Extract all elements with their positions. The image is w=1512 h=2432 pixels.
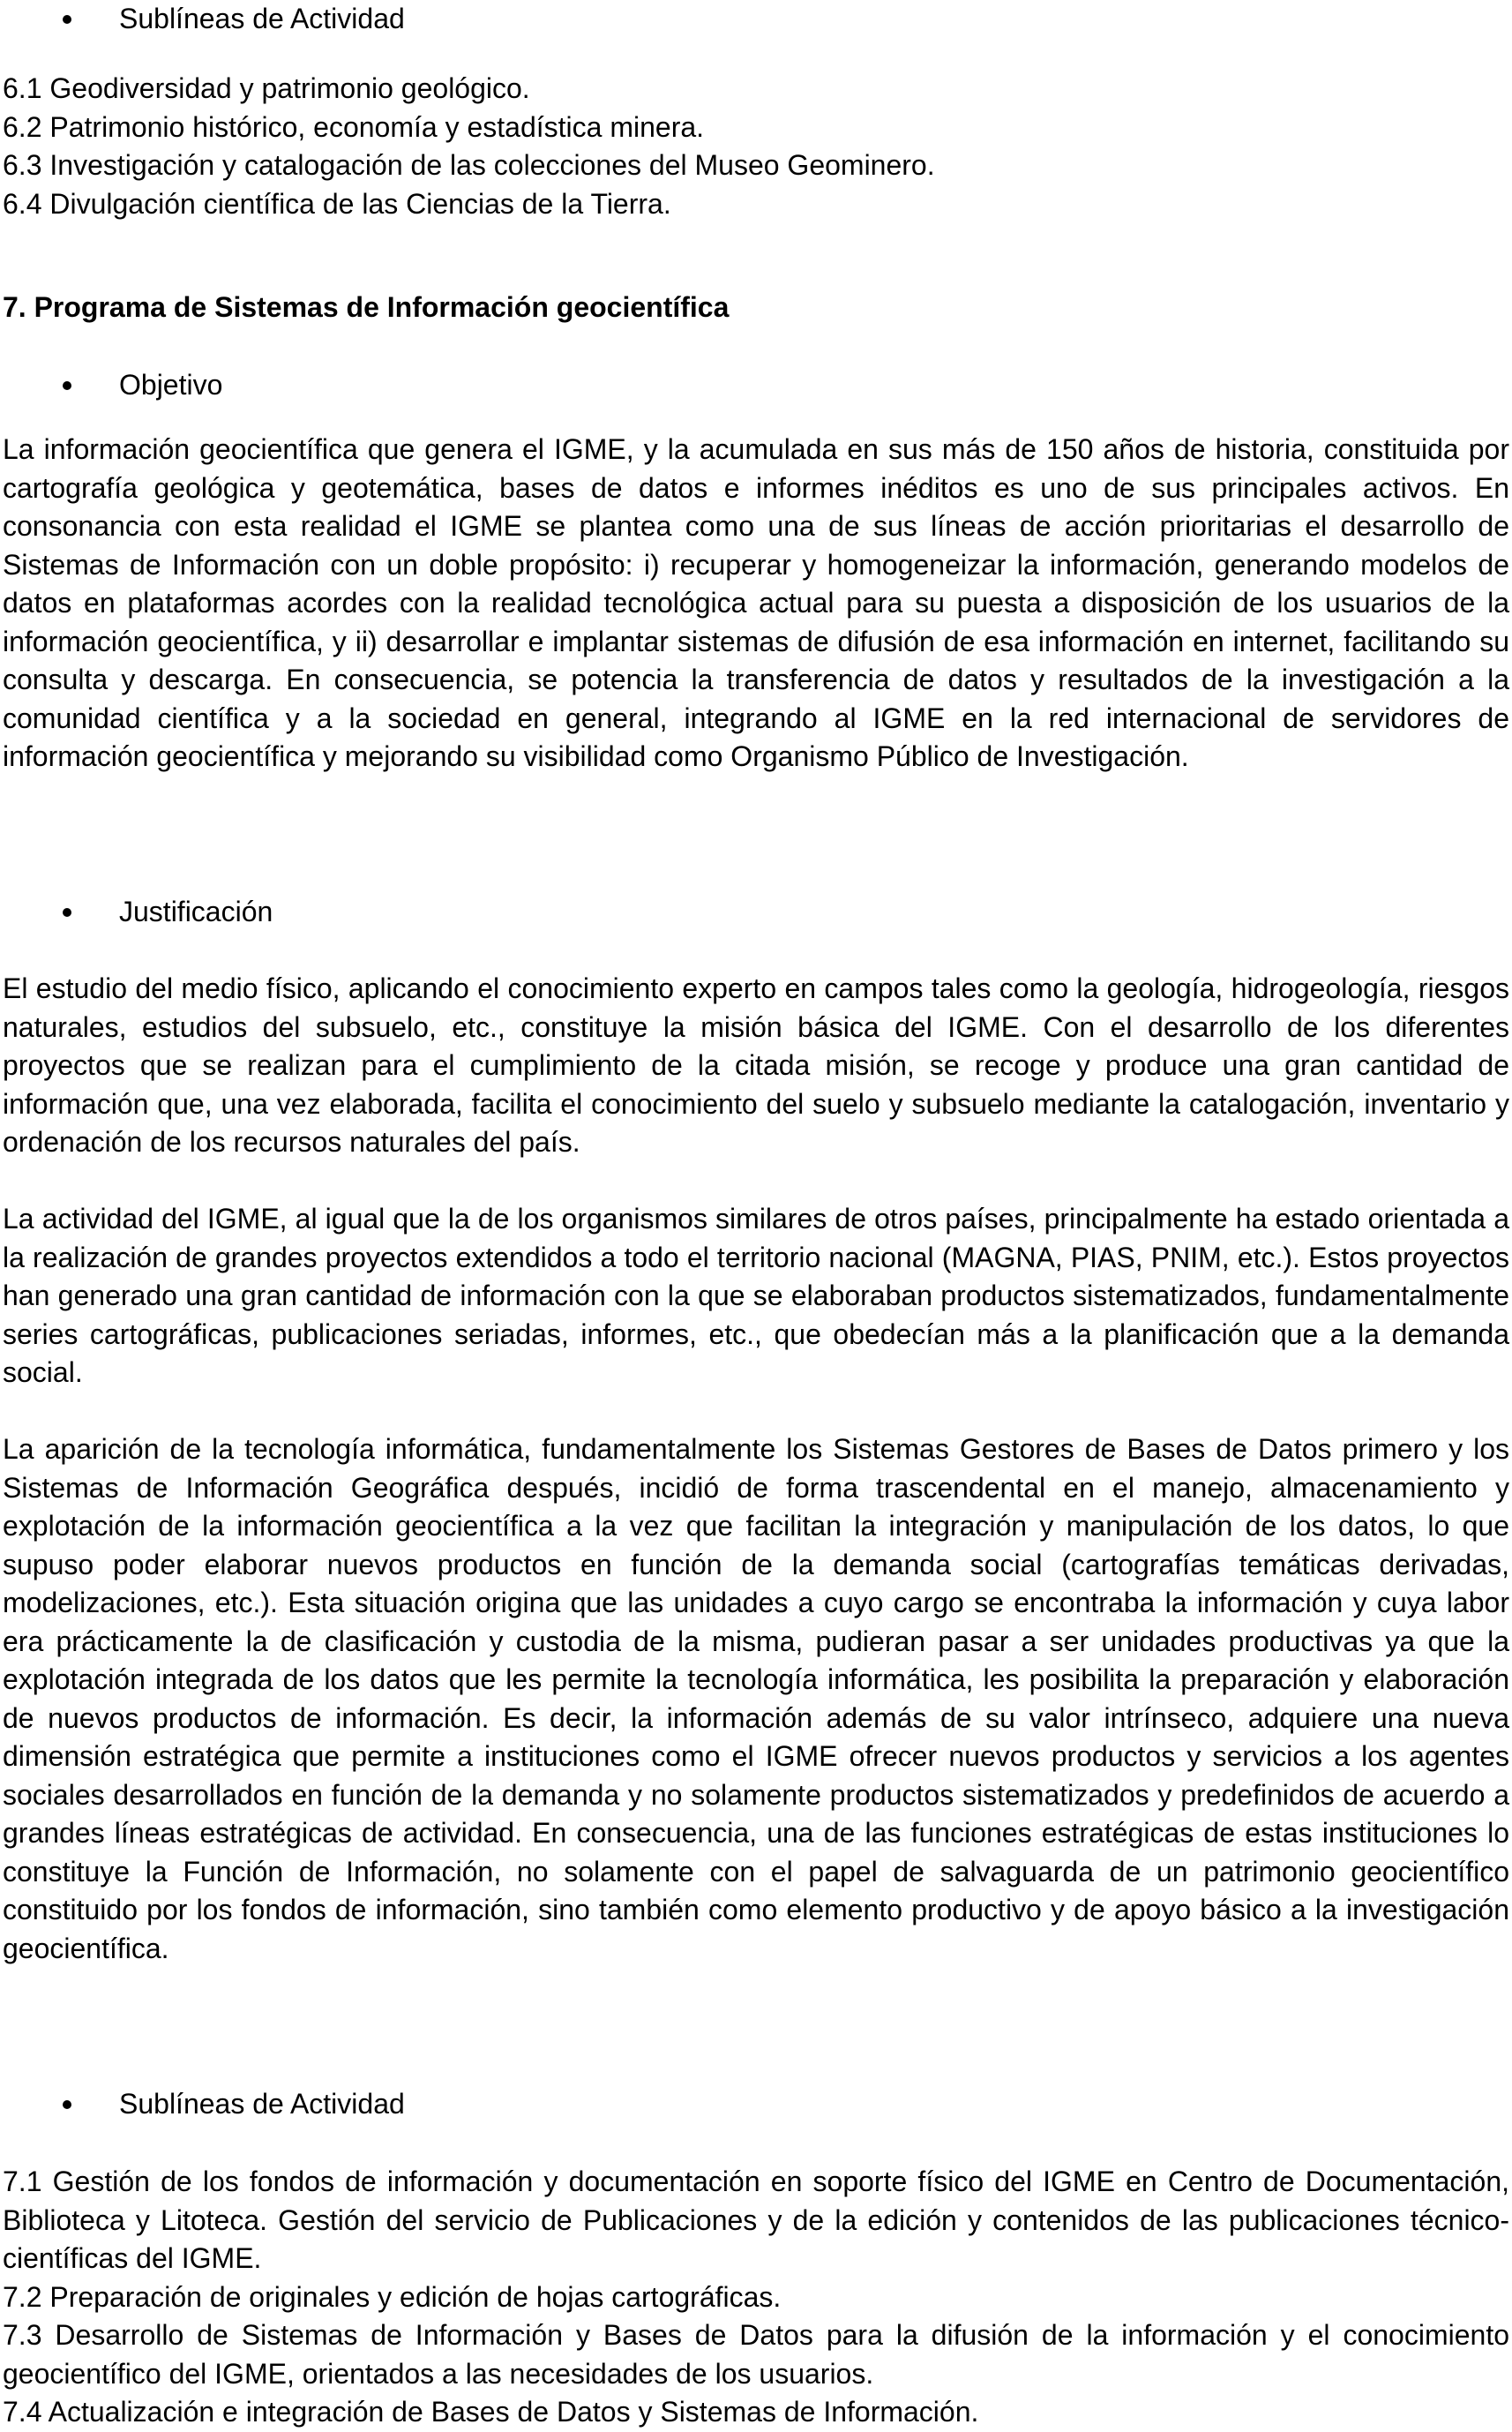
bullet-icon <box>63 2100 71 2109</box>
bullet-label: Sublíneas de Actividad <box>119 3 405 34</box>
bullet-objetivo <box>3 366 1509 405</box>
list-item: 6.3 Investigación y catalogación de las colecciones del Museo Geominero. <box>3 149 935 181</box>
list-item: 7.4 Actualización e integración de Bases de Datos y Sistemas de Información. <box>3 2396 979 2428</box>
list-item: 6.4 Divulgación científica de las Ciencias de la Tierra. <box>3 187 671 220</box>
bullet-label: Objetivo <box>119 369 223 401</box>
justificacion-paragraph: La actividad del IGME, al igual que la de los organismos similares de otros países, principalmente ha estado orientada a la realización de grandes proyectos extendidos a todo el territorio nacional (MAGNA, PIAS, PNIM, etc.). Estos proyectos han generado una gran cantidad de información con la que se elaboraban productos sistematizados, fundamentalmente series cartográficas, publicaciones seriadas, informes, etc., que obedecían más a la planificación que a la demanda social. <box>3 1203 1509 1388</box>
list-item: 6.2 Patrimonio histórico, economía y estadística minera. <box>3 110 705 143</box>
bullet-sublineas-7 <box>3 2085 1509 2124</box>
bullet-icon <box>63 381 71 390</box>
bullet-icon <box>63 15 71 24</box>
bullet-sublineas-6 <box>3 0 1509 39</box>
bullet-icon <box>63 908 71 917</box>
list-item: 7.1 Gestión de los fondos de información y documentación en soporte físico del IGME en Centro de Documentación, Biblioteca y Litoteca. Gestión del servicio de Publicaciones y de la edición y contenidos de las publicaciones técnico-científicas del IGME. <box>3 2166 1509 2274</box>
bullet-label: Justificación <box>119 896 273 927</box>
list-item: 7.3 Desarrollo de Sistemas de Información y Bases de Datos para la difusión de la información y el conocimiento geocientífico del IGME, orientados a las necesidades de los usuarios. <box>3 2319 1509 2390</box>
list-item: 7.2 Preparación de originales y edición de hojas cartográficas. <box>3 2280 782 2313</box>
bullet-justificacion <box>3 893 1509 932</box>
section-heading: 7. Programa de Sistemas de Información geocientífica <box>3 291 730 323</box>
sublineas-list-7 <box>3 2163 1509 2432</box>
justificacion-paragraph: El estudio del medio físico, aplicando el conocimiento experto en campos tales como la geología, hidrogeología, riesgos naturales, estudios del subsuelo, etc., constituye la misión básica del IGME. Con el desarrollo de los diferentes proyectos que se realizan para el cumplimiento de la citada misión, se recoge y produce una gran cantidad de información que, una vez elaborada, facilita el conocimiento del suelo y subsuelo mediante la catalogación, inventario y ordenación de los recursos naturales del país. <box>3 972 1509 1158</box>
sublineas-list-6 <box>3 70 1509 223</box>
objetivo-paragraph: La información geocientífica que genera el IGME, y la acumulada en sus más de 150 años de historia, constituida por cartografía geológica y geotemática, bases de datos e informes inéditos es uno de sus principales activos. En consonancia con esta realidad el IGME se plantea como una de sus líneas de acción prioritarias el desarrollo de Sistemas de Información con un doble propósito: i) recuperar y homogeneizar la información, generando modelos de datos en plataformas acordes con la realidad tecnológica actual para su puesta a disposición de los usuarios de la información geocientífica, y ii) desarrollar e implantar sistemas de difusión de esa información en internet, facilitando su consulta y descarga. En consecuencia, se potencia la transferencia de datos y resultados de la investigación a la comunidad científica y a la sociedad en general, integrando al IGME en la red internacional de servidores de información geocientífica y mejorando su visibilidad como Organismo Público de Investigación. <box>3 433 1509 772</box>
bullet-label: Sublíneas de Actividad <box>119 2088 405 2120</box>
list-item: 6.1 Geodiversidad y patrimonio geológico. <box>3 72 530 104</box>
justificacion-paragraph: La aparición de la tecnología informática, fundamentalmente los Sistemas Gestores de Bases de Datos primero y los Sistemas de Información Geográfica después, incidió de forma trascendental en el manejo, almacenamiento y explotación de la información geocientífica a la vez que facilitan la integración y manipulación de los datos, lo que supuso poder elaborar nuevos productos en función de la demanda social (cartografías temáticas derivadas, modelizaciones, etc.). Esta situación origina que las unidades a cuyo cargo se encontraba la información y cuya labor era prácticamente la de clasificación y custodia de la misma, pudieran pasar a ser unidades productivas ya que la explotación integrada de los datos que les permite la tecnología informática, les posibilita la preparación y elaboración de nuevos productos de información. Es decir, la información además de su valor intrínseco, adquiere una nueva dimensión estratégica que permite a instituciones como el IGME ofrecer nuevos productos y servicios a los agentes sociales desarrollados en función de la demanda y no solamente productos sistematizados y predefinidos de acuerdo a grandes líneas estratégicas de actividad. En consecuencia, una de las funciones estratégicas de estas instituciones lo constituye la Función de Información, no solamente con el papel de salvaguarda de un patrimonio geocientífico constituido por los fondos de información, sino también como elemento productivo y de apoyo básico a la investigación geocientífica. <box>3 1433 1509 1964</box>
